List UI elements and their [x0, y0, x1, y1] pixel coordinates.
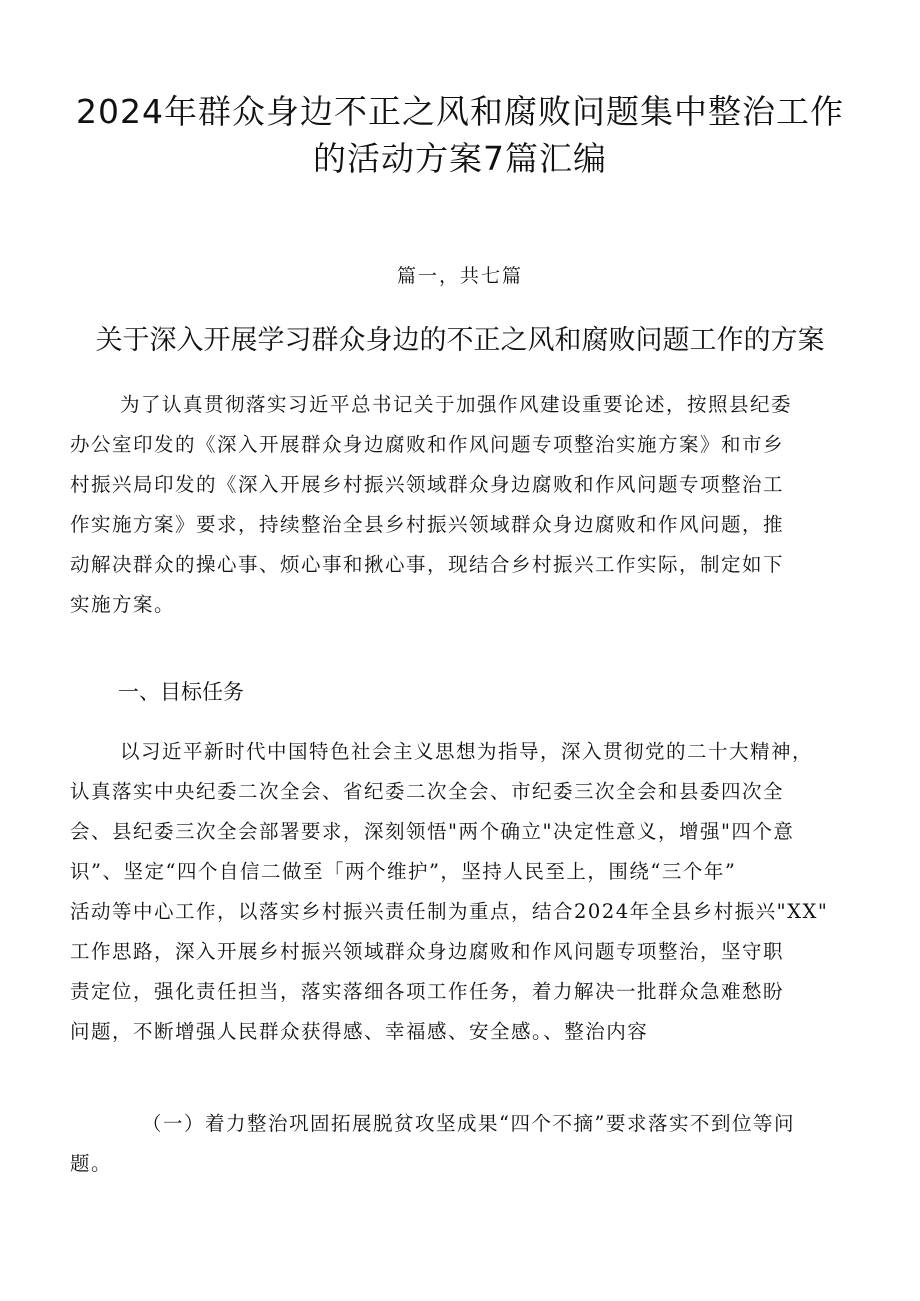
paragraph-line: 责定位，强化责任担当，落实落细各项工作任务，着力解决一批群众急难愁盼	[70, 980, 785, 1003]
paragraph-line: （一）着力整治巩固拓展脱贫攻坚成果“四个不摘”要求落实不到位等问	[142, 1112, 795, 1135]
document-title	[60, 88, 860, 182]
paragraph-line: 办公室印发的《深入开展群众身边腐败和作风问题专项整治实施方案》和市乡	[70, 433, 785, 456]
paragraph-line: 以习近平新时代中国特色社会主义思想为指导，深入贯彻党的二十大精神，	[120, 740, 814, 763]
goals-paragraph	[70, 732, 870, 1052]
title-line-1: 2024年群众身边不正之风和腐败问题集中整治工作	[76, 92, 844, 131]
intro-paragraph	[70, 385, 870, 625]
paragraph-line: 村振兴局印发的《深入开展乡村振兴领域群众身边腐败和作风问题专项整治工	[70, 473, 785, 496]
paragraph-line: 识”、坚定“四个自信二做至「两个维护”，坚持人民至上，围绕“三个年”	[70, 860, 737, 883]
series-label: 篇一，共七篇	[396, 265, 523, 287]
paragraph-line: 认真落实中央纪委二次全会、省纪委二次全会、市纪委三次全会和县委四次全	[70, 780, 785, 803]
item-paragraph	[70, 1104, 870, 1184]
paragraph-line: 活动等中心工作，以落实乡村振兴责任制为重点，结合2024年全县乡村振兴"XX"	[70, 900, 829, 923]
paragraph-line: 会、县纪委三次全会部署要求，深刻领悟"两个确立"决定性意义，增强"四个意	[70, 820, 795, 843]
section-title: 关于深入开展学习群众身边的不正之风和腐败问题工作的方案	[95, 325, 825, 356]
paragraph-line: 作实施方案》要求，持续整治全县乡村振兴领域群众身边腐败和作风问题，推	[70, 513, 785, 536]
paragraph-line: 工作思路，深入开展乡村振兴领域群众身边腐败和作风问题专项整治，坚守职	[70, 940, 785, 963]
section-heading: 一、目标任务	[118, 680, 244, 704]
paragraph-line: 为了认真贯彻落实习近平总书记关于加强作风建设重要论述，按照县纪委	[120, 393, 793, 416]
paragraph-line: 题。	[70, 1152, 113, 1175]
paragraph-line: 动解决群众的操心事、烦心事和揪心事，现结合乡村振兴工作实际，制定如下	[70, 553, 785, 576]
title-line-2: 的活动方案7篇汇编	[313, 139, 607, 178]
paragraph-line: 实施方案。	[70, 593, 176, 616]
paragraph-line: 问题，不断增强人民群众获得感、幸福感、安全感。、整治内容	[70, 1020, 649, 1043]
